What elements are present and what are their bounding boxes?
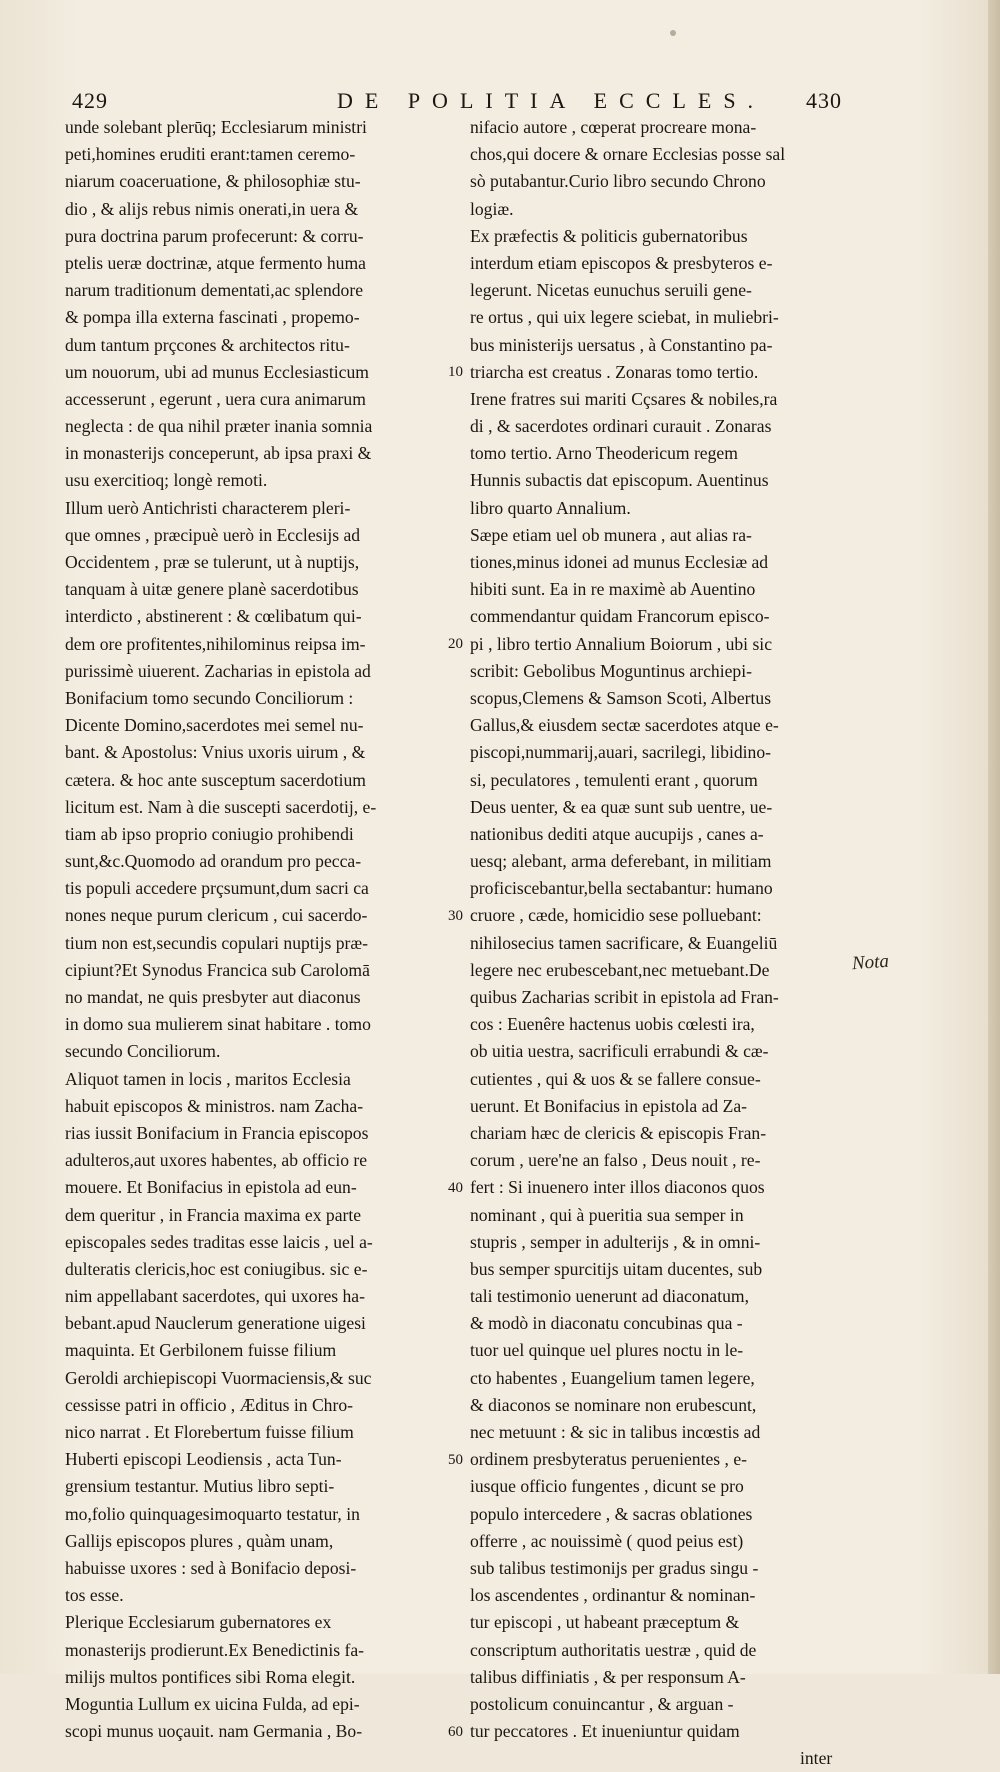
- right-column-line: tur peccatores . Et inueniuntur quidam: [470, 1721, 740, 1742]
- right-column-line: uerunt. Et Bonifacius in epistola ad Za-: [470, 1095, 748, 1116]
- right-column-line: sub talibus testimonijs per gradus singu -: [470, 1557, 759, 1578]
- left-column-line: mo,folio quinquagesimoquarto testatur, in: [65, 1503, 360, 1524]
- line-number: 10: [448, 363, 463, 380]
- left-column-line: bebant.apud Nauclerum generatione uigesi: [65, 1313, 366, 1334]
- right-column-line: quibus Zacharias scribit in epistola ad Fran-: [470, 987, 779, 1007]
- left-column-line: episcopales sedes traditas esse laicis , uel a-: [65, 1231, 373, 1252]
- right-column-line: nifacio autore , cœperat procreare mona-: [470, 117, 757, 137]
- right-column-line: cto habentes , Euangelium tamen legere,: [470, 1367, 755, 1388]
- left-column-line: dulteratis clericis,hoc est coniugibus. sic e-: [65, 1258, 368, 1279]
- right-column-line: nec metuunt : & sic in talibus incœstis ad: [470, 1422, 761, 1442]
- right-column-line: di , & sacerdotes ordinari curauit . Zonaras: [470, 416, 772, 437]
- right-column-line: tiones,minus idonei ad munus Ecclesiæ ad: [470, 552, 769, 572]
- left-column-line: habuisse uxores : sed à Bonifacio deposi-: [65, 1557, 357, 1578]
- left-column-line: Geroldi archiepiscopi Vuormaciensis,& suc: [65, 1367, 372, 1388]
- right-column-line: chariam hæc de clericis & episcopis Fran-: [470, 1122, 767, 1143]
- right-column-line: populo intercedere , & sacras oblationes: [470, 1503, 753, 1524]
- paper-speck: [670, 30, 676, 36]
- left-column-line: milijs multos pontifices sibi Roma elegit.: [65, 1666, 356, 1687]
- left-column-line: usu exercitioq; longè remoti.: [65, 470, 268, 491]
- left-column-line: accesserunt , egerunt , uera cura animarum: [65, 388, 366, 409]
- right-column-line: nationibus dediti atque aucupijs , canes a-: [470, 823, 764, 844]
- left-column-line: licitum est. Nam à die suscepti sacerdotij, e-: [65, 796, 377, 817]
- right-column-line: cruore , cæde, homicidio sese polluebant:: [470, 905, 762, 926]
- left-column-line: in monasterijs conceperunt, ab ipsa praxi &: [65, 443, 372, 464]
- left-column-line: rias iussit Bonifacium in Francia episcopos: [65, 1122, 369, 1143]
- right-column-line: chos,qui docere & ornare Ecclesias posse sal: [470, 144, 786, 165]
- right-column-line: legere nec erubescebant,nec metuebant.De: [470, 959, 770, 980]
- right-column-line: stupris , semper in adulterijs , & in omni-: [470, 1231, 761, 1252]
- right-column-line: interdum etiam episcopos & presbyteros e-: [470, 252, 773, 273]
- right-column-line: scopus,Clemens & Samson Scoti, Albertus: [470, 687, 772, 708]
- left-column-line: tis populi accedere prçsumunt,dum sacri ca: [65, 878, 369, 899]
- left-column-line: no mandat, ne quis presbyter aut diaconus: [65, 987, 361, 1007]
- left-column-line: nico narrat . Et Florebertum fuisse filium: [65, 1422, 354, 1442]
- right-column-line: ordinem presbyteratus peruenientes , e-: [470, 1449, 747, 1470]
- left-column-line: cætera. & hoc ante susceptum sacerdotium: [65, 769, 366, 790]
- right-column-line: tur episcopi , ut habeant præceptum &: [470, 1612, 740, 1633]
- right-column-line: ob uitia uestra, sacrificuli errabundi & cæ-: [470, 1041, 769, 1062]
- right-column-line: nihilosecius tamen sacrificare, & Euangeliū: [470, 932, 778, 953]
- right-column-line: Irene fratres sui mariti Cçsares & nobiles,ra: [470, 388, 778, 409]
- left-column-line: um nouorum, ubi ad munus Ecclesiasticum: [65, 361, 369, 382]
- right-column-line: corum , uere'ne an falso , Deus nouit , re-: [470, 1150, 761, 1171]
- left-column-line: sunt,&c.Quomodo ad orandum pro pecca-: [65, 851, 362, 872]
- right-text-column: [470, 114, 840, 1772]
- left-column-line: monasterijs prodierunt.Ex Benedictinis fa-: [65, 1639, 365, 1660]
- left-column-line: narum traditionum dementati,ac splendore: [65, 280, 364, 301]
- left-column-line: secundo Conciliorum.: [65, 1041, 221, 1062]
- page-number-right: 430: [806, 88, 842, 113]
- left-column-line: que omnes , præcipuè uerò in Ecclesijs ad: [65, 524, 361, 545]
- left-column-line: dum tantum prçcones & architectos ritu-: [65, 334, 350, 355]
- right-column-line: cutientes , qui & uos & se fallere consue-: [470, 1068, 761, 1089]
- left-column-line: tanquam à uitæ genere planè sacerdotibus: [65, 579, 359, 600]
- left-column-line: Huberti episcopi Leodiensis , acta Tun-: [65, 1449, 342, 1470]
- right-column-line: legerunt. Nicetas eunuchus seruili gene-: [470, 280, 752, 301]
- left-column-line: ptelis ueræ doctrinæ, atque fermento huma: [65, 252, 366, 273]
- left-column-line: Plerique Ecclesiarum gubernatores ex: [65, 1612, 332, 1633]
- right-column-line: pi , libro tertio Annalium Boiorum , ubi sic: [470, 633, 773, 654]
- line-number: 20: [448, 635, 463, 652]
- right-column-line: iusque officio fungentes , dicunt se pro: [470, 1476, 744, 1497]
- right-column-line: cos : Euenêre hactenus uobis cœlesti ira,: [470, 1014, 755, 1035]
- right-column-line: offerre , ac nouissimè ( quod peius est): [470, 1530, 744, 1551]
- left-column-line: Illum uerò Antichristi characterem pleri-: [65, 497, 351, 518]
- left-column-line: nones neque purum clericum , cui sacerdo-: [65, 905, 368, 926]
- left-column-line: tium non est,secundis copulari nuptijs præ-: [65, 932, 368, 953]
- handwritten-margin-note: Nota: [851, 950, 890, 975]
- right-column-line: triarcha est creatus . Zonaras tomo tertio.: [470, 361, 759, 382]
- right-column-line: Gallus,& eiusdem sectæ sacerdotes atque e-: [470, 715, 779, 736]
- left-column-line: dio , & alijs rebus nimis onerati,in uera &: [65, 198, 359, 219]
- left-column-line: in domo sua mulierem sinat habitare . tomo: [65, 1014, 371, 1035]
- right-column-line: fert : Si inuenero inter illos diaconos quos: [470, 1177, 765, 1198]
- right-column-line: re ortus , qui uix legere sciebat, in muliebri-: [470, 307, 779, 328]
- right-column-line: nominant , qui à pueritia sua semper in: [470, 1204, 744, 1225]
- left-column-line: Gallijs episcopos plures , quàm unam,: [65, 1530, 334, 1551]
- line-number: 30: [448, 907, 463, 924]
- page-edge-shadow: [988, 0, 1000, 1674]
- right-column-line: commendantur quidam Francorum episco-: [470, 606, 770, 627]
- left-column-line: tos esse.: [65, 1585, 124, 1606]
- left-column-line: Bonifacium tomo secundo Conciliorum :: [65, 687, 354, 708]
- right-column-line: bus semper spurcitijs uitam ducentes, sub: [470, 1258, 763, 1279]
- right-column-line: Deus uenter, & ea quæ sunt sub uentre, ue-: [470, 796, 773, 817]
- right-column-line: talibus diffiniatis , & per responsum A-: [470, 1666, 746, 1687]
- left-column-line: peti,homines eruditi erant:tamen ceremo-: [65, 144, 356, 165]
- right-column-line: Hunnis subactis dat episcopum. Auentinus: [470, 470, 769, 491]
- left-column-line: Aliquot tamen in locis , maritos Ecclesia: [65, 1068, 351, 1089]
- right-column-line: hibiti sunt. Ea in re maximè ab Auentino: [470, 579, 756, 600]
- left-column-line: cipiunt?Et Synodus Francica sub Carolomā: [65, 959, 370, 980]
- right-column-line: Ex præfectis & politicis gubernatoribus: [470, 225, 748, 246]
- right-column-line: conscriptum authoritatis uestræ , quid de: [470, 1639, 757, 1660]
- left-column-line: nim appellabant sacerdotes, qui uxores ha-: [65, 1286, 365, 1307]
- right-column-line: & modò in diaconatu concubinas qua -: [470, 1313, 743, 1334]
- left-column-line: pura doctrina parum profecerunt: & corru-: [65, 225, 364, 246]
- right-column-line: & diaconos se nominare non erubescunt,: [470, 1394, 757, 1415]
- right-column-line: sò putabantur.Curio libro secundo Chrono: [470, 171, 766, 192]
- left-column-line: dem ore profitentes,nihilominus reipsa im-: [65, 633, 366, 654]
- right-column-line: bus ministerijs uersatus , à Constantino pa-: [470, 334, 773, 355]
- right-column-line: proficiscebantur,bella sectabantur: humano: [470, 878, 773, 899]
- left-column-line: neglecta : de qua nihil præter inania somnia: [65, 416, 373, 437]
- left-column-line: niarum coaceruatione, & philosophiæ stu-: [65, 171, 361, 192]
- left-column-line: interdicto , abstinerent : & cœlibatum qui-: [65, 606, 362, 627]
- right-column-line: los ascendentes , ordinantur & nominan-: [470, 1585, 756, 1606]
- right-column-line: uesq; alebant, arma deferebant, in militiam: [470, 851, 772, 872]
- right-column-line: tomo tertio. Arno Theodericum regem: [470, 443, 738, 464]
- catchword: inter: [800, 1748, 833, 1769]
- right-column-line: libro quarto Annalium.: [470, 497, 631, 518]
- right-column-line: tuor uel quinque uel plures noctu in le-: [470, 1340, 744, 1361]
- left-column-line: unde solebant plerūq; Ecclesiarum ministri: [65, 117, 367, 137]
- right-column-line: si, peculatores , temulenti erant , quorum: [470, 769, 758, 790]
- left-text-column: [65, 114, 445, 1745]
- right-column-line: postolicum conuincantur , & arguan -: [470, 1693, 734, 1714]
- right-column-line: Sæpe etiam uel ob munera , aut alias ra-: [470, 524, 752, 545]
- line-number: 40: [448, 1179, 463, 1196]
- right-column-line: tali testimonio uenerunt ad diaconatum,: [470, 1286, 749, 1307]
- line-number: 60: [448, 1723, 463, 1740]
- left-column-line: maquinta. Et Gerbilonem fuisse filium: [65, 1340, 337, 1361]
- running-title: DE POLITIA ECCLES.: [337, 88, 766, 113]
- right-column-line: piscopi,nummarij,auari, sacrilegi, libidino-: [470, 742, 771, 763]
- right-column-line: logiæ.: [470, 198, 514, 219]
- line-number: 50: [448, 1451, 463, 1468]
- left-column-line: scopi munus uoçauit. nam Germania , Bo-: [65, 1721, 363, 1742]
- left-column-line: dem queritur , in Francia maxima ex parte: [65, 1204, 362, 1225]
- left-column-line: Dicente Domino,sacerdotes mei semel nu-: [65, 715, 364, 736]
- left-column-line: bant. & Apostolus: Vnius uxoris uirum , &: [65, 742, 366, 763]
- left-column-line: purissimè uiuerent. Zacharias in epistola ad: [65, 660, 371, 681]
- left-column-line: & pompa illa externa fascinati , propemo-: [65, 307, 360, 328]
- left-column-line: Moguntia Lullum ex uicina Fulda, ad epi-: [65, 1693, 360, 1714]
- left-column-line: cessisse patri in officio , Æditus in Chro-: [65, 1394, 353, 1415]
- left-column-line: adulteros,aut uxores habentes, ab officio re: [65, 1150, 368, 1171]
- left-column-line: tiam ab ipso proprio coniugio prohibendi: [65, 823, 354, 844]
- page-number-left: 429: [72, 88, 108, 113]
- left-column-line: habuit episcopos & ministros. nam Zacha-: [65, 1095, 364, 1116]
- left-column-line: grensium testantur. Mutius libro septi-: [65, 1476, 335, 1497]
- left-column-line: Occidentem , præ se tulerunt, ut à nuptijs,: [65, 552, 360, 572]
- right-column-line: scribit: Gebolibus Moguntinus archiepi-: [470, 660, 752, 681]
- left-column-line: mouere. Et Bonifacius in epistola ad eun-: [65, 1177, 357, 1198]
